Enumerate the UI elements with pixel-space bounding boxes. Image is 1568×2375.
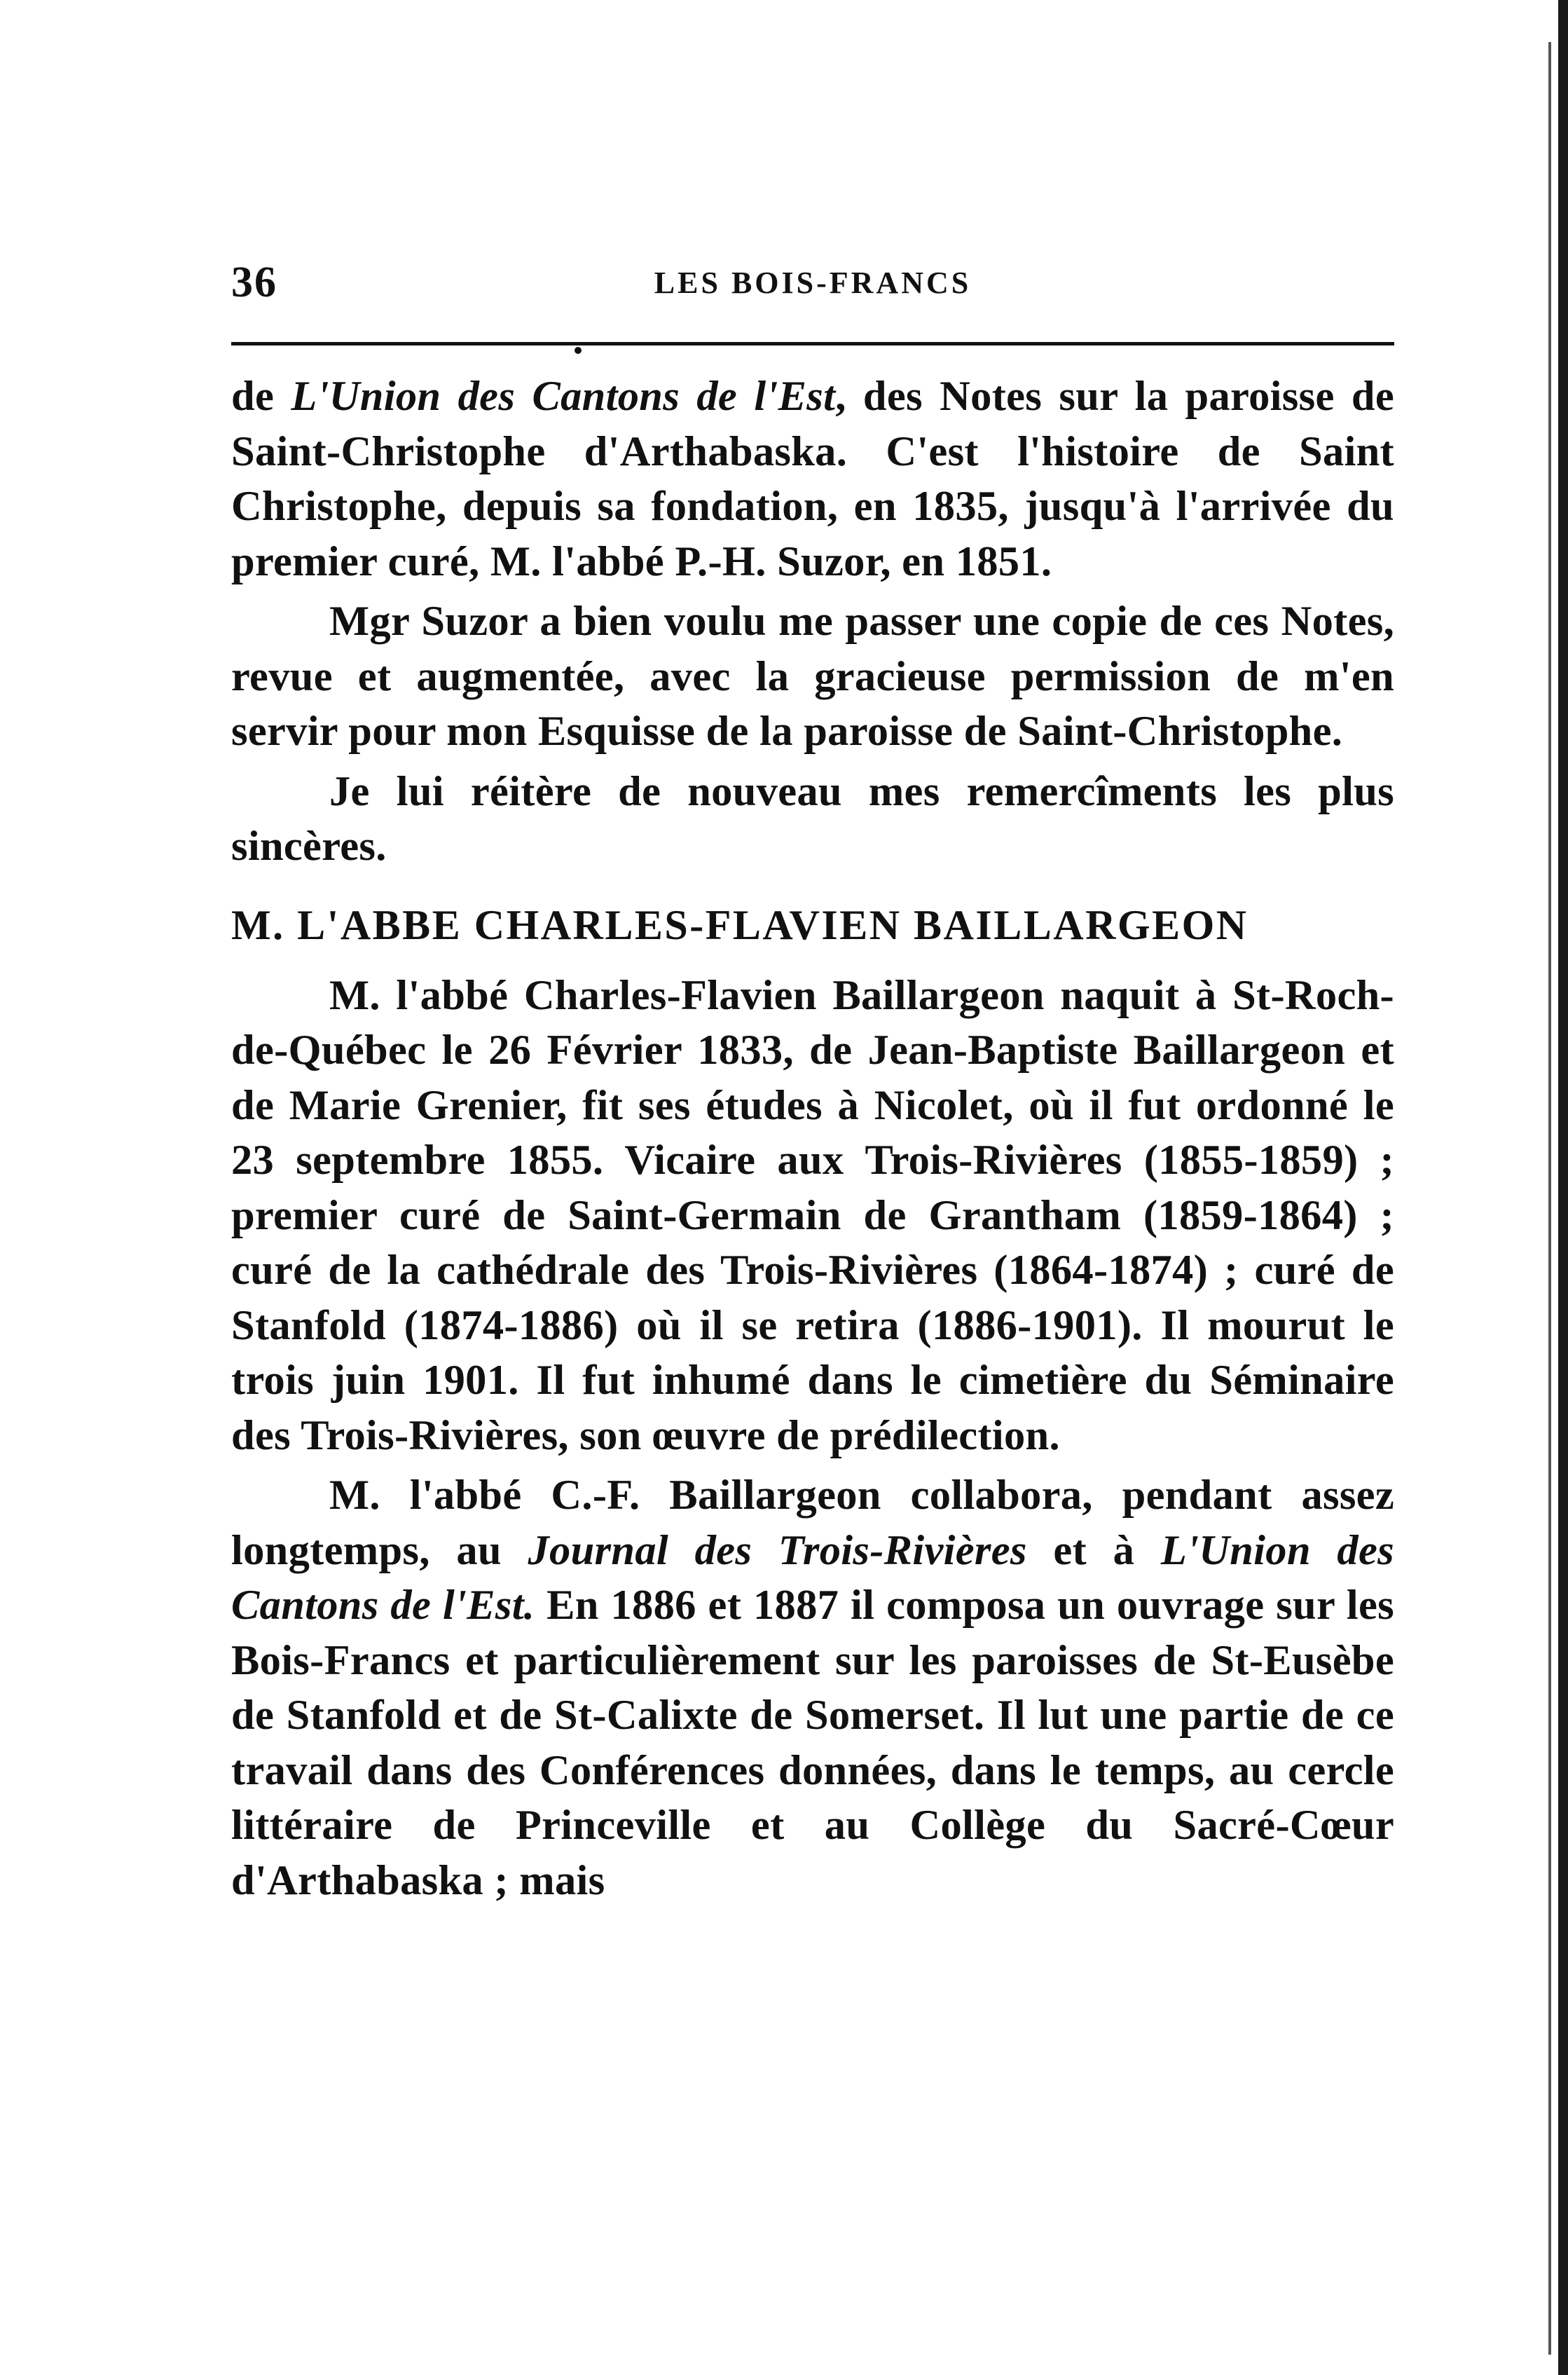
book-page	[231, 252, 1394, 1908]
paragraph-5-italic-union: L'Union des Cantons de l'Est.	[231, 1526, 1394, 1629]
body-text	[231, 369, 1394, 1908]
paragraph-1-part-1: de	[231, 373, 291, 420]
paragraph-3: Je lui réitère de nouveau mes remercîments les plus sincères.	[231, 767, 1394, 870]
running-head	[231, 252, 1394, 315]
paragraph-1-part-2: , des Notes sur la paroisse de Saint-Christophe d'Arthabaska. C'est l'histoire de Saint Christophe, depuis sa fondation, en 1835, jusqu'à l'arrivée du premier curé, M. l'abbé P.-H. Suzor, en 1851.	[231, 373, 1394, 585]
paragraph-5-part-3: En 1886 et 1887 il composa un ouvrage sur les Bois-Francs et particulièrement sur les paroisses de St-Eusèbe de Stanfold et de St-Calixte de Somerset. Il lut une partie de ce travail dans des Conférences données, dans le temps, au cercle littéraire de Princeville et au Collège du Sacré-Cœur d'Arthabaska ; mais	[231, 1582, 1394, 1904]
section-heading: M. L'ABBE CHARLES-FLAVIEN BAILLARGEON	[231, 901, 1249, 948]
paragraph-2: Mgr Suzor a bien voulu me passer une copie de ces Notes, revue et augmentée, avec la gracieuse permission de m'en servir pour mon Esquisse de la paroisse de Saint-Christophe.	[231, 598, 1394, 755]
paragraph-4: M. l'abbé Charles-Flavien Baillargeon naquit à St-Roch-de-Québec le 26 Février 1833, de Jean-Baptiste Baillargeon et de Marie Grenier, fit ses études à Nicolet, où il fut ordonné le 23 septembre 1855. Vicaire aux Trois-Rivières (1855-1859) ; premier curé de Saint-Germain de Grantham (1859-1864) ; curé de la cathédrale des Trois-Rivières (1864-1874) ; curé de Stanfold (1874-1886) où il se retira (1886-1901). Il mourut le trois juin 1901. Il fut inhumé dans le cimetière du Séminaire des Trois-Rivières, son œuvre de prédilection.	[231, 971, 1394, 1459]
scan-edge-line	[1548, 42, 1551, 2355]
paragraph-1	[231, 369, 1394, 589]
paragraph-5-italic-journal: Journal des Trois-Rivières	[528, 1526, 1027, 1574]
scan-edge	[1558, 0, 1568, 2375]
running-title: LES BOIS-FRANCS	[654, 266, 972, 300]
paragraph-5-part-1: M. l'abbé C.-F. Baillargeon collabora, pendant assez longtemps, au	[231, 1472, 1394, 1574]
header-rule	[231, 342, 1394, 345]
paragraph-5	[231, 1468, 1394, 1908]
rule-dot	[575, 347, 582, 354]
page-number: 36	[231, 259, 277, 306]
paragraph-5-part-2: et à	[1026, 1526, 1161, 1574]
paragraph-1-italic-title: L'Union des Cantons de l'Est	[291, 373, 836, 420]
